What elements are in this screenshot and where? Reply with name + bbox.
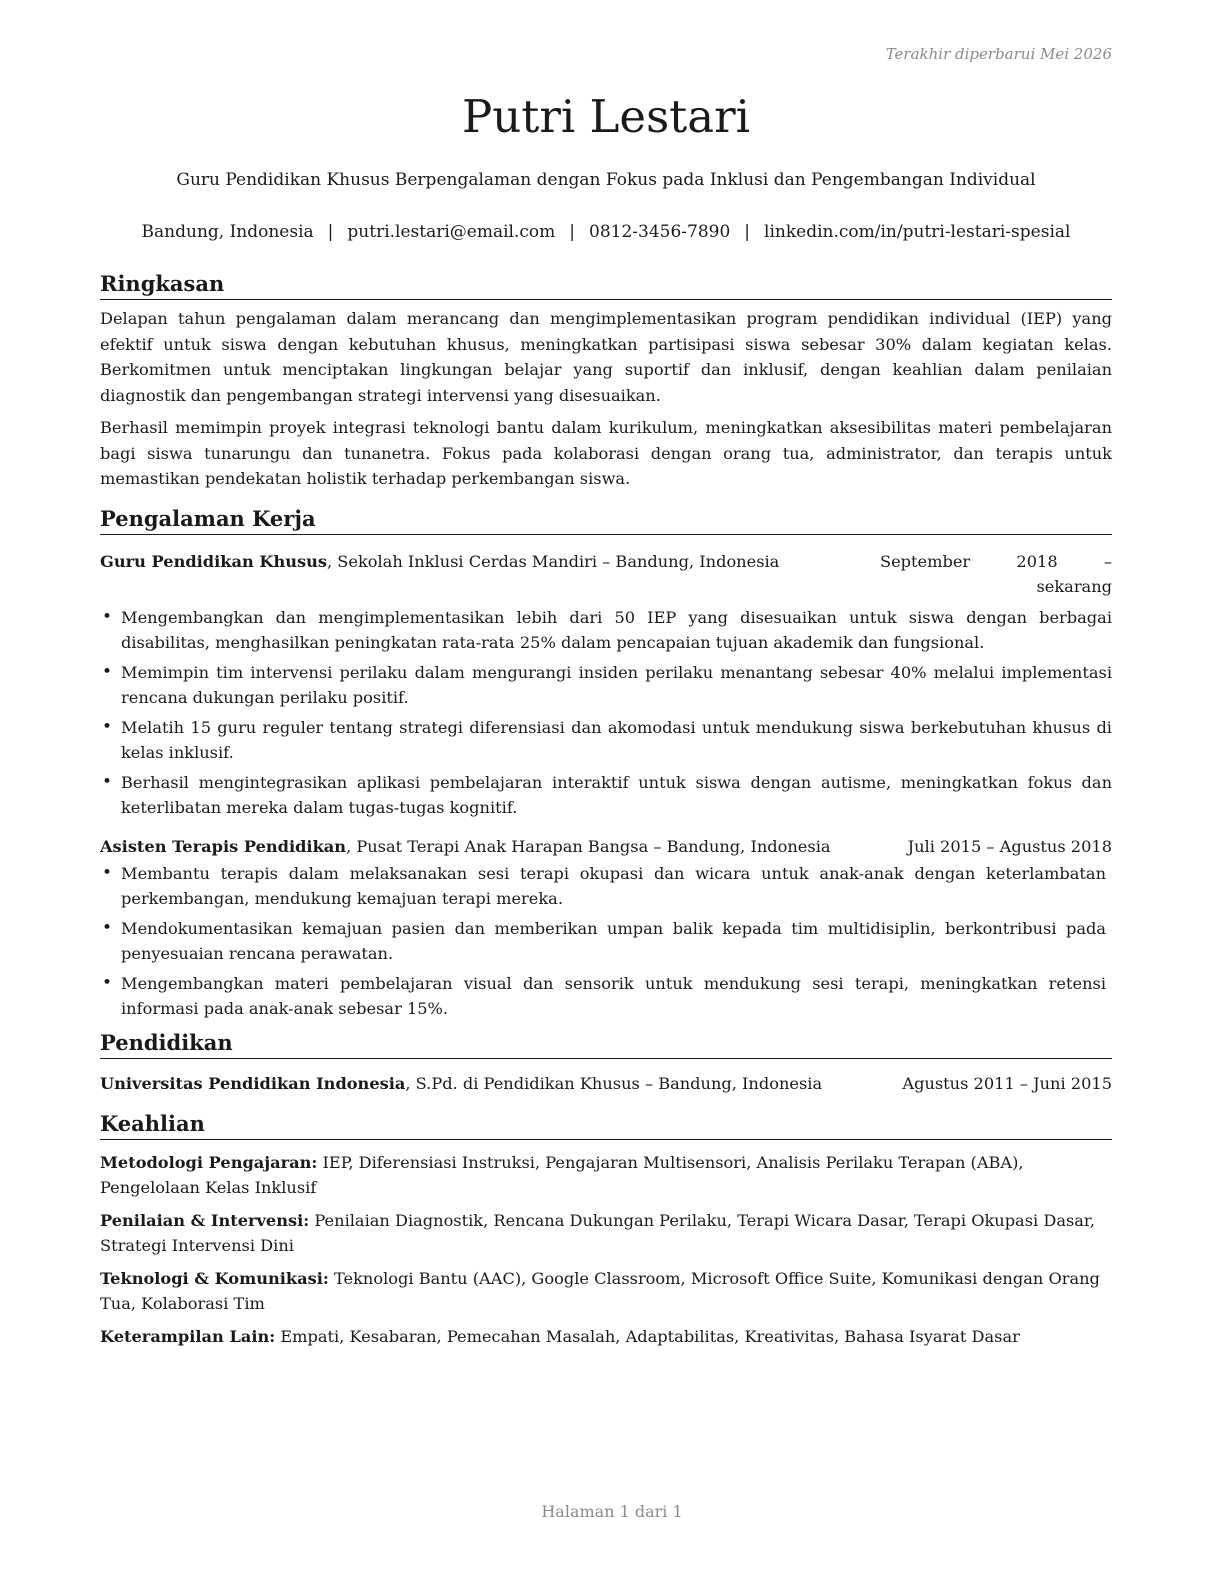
page-number: Halaman 1 dari 1 bbox=[541, 1502, 683, 1521]
job-entry bbox=[100, 834, 1112, 1021]
contact-separator: | bbox=[327, 222, 334, 242]
contact-separator: | bbox=[569, 222, 575, 242]
section-title: Pengalaman Kerja bbox=[100, 505, 1112, 535]
skill-value: Empati, Kesabaran, Pemecahan Masalah, Adaptabilitas, Kreativitas, Bahasa Isyarat Dasar bbox=[275, 1326, 1020, 1346]
skill-value: Penilaian Diagnostik, Rencana Dukungan Perilaku, Terapi Wicara Dasar, Terapi Okupasi Dasar, Strategi Intervensi Dini bbox=[100, 1210, 1096, 1255]
summary-section bbox=[100, 270, 1112, 492]
job-bullet: • Mendokumentasikan kemajuan pasien dan memberikan umpan balik kepada tim multidisiplin, berkontribusi pada penyesuaian rencana perawatan. bbox=[100, 916, 1106, 966]
contact-line bbox=[100, 220, 1112, 244]
contact-phone: 0812-3456-7890 bbox=[589, 222, 731, 242]
section-title: Keahlian bbox=[100, 1110, 1112, 1140]
tagline: Guru Pendidikan Khusus Berpengalaman dengan Fokus pada Inklusi dan Pengembangan Individual bbox=[176, 170, 1036, 190]
job-bullets bbox=[100, 861, 1112, 1021]
job-bullet: • Melatih 15 guru reguler tentang strategi diferensiasi dan akomodasi untuk mendukung siswa berkebutuhan khusus di kelas inklusif. bbox=[100, 715, 1112, 765]
job-header bbox=[100, 549, 1112, 599]
education-date: Agustus 2011 – Juni 2015 bbox=[902, 1073, 1112, 1093]
resume-content bbox=[100, 270, 1112, 1349]
job-date: Juli 2015 – Agustus 2018 bbox=[907, 836, 1112, 856]
skill-row bbox=[100, 1208, 1112, 1258]
summary-paragraph: Berhasil memimpin proyek integrasi teknologi bantu dalam kurikulum, meningkatkan aksesibilitas materi pembelajaran bagi siswa tunarungu dan tunanetra. Fokus pada kolaborasi dengan orang tua, administrator, dan terapis untuk memastikan pendekatan holistik terhadap perkembangan siswa. bbox=[100, 418, 1112, 488]
skill-label: Metodologi Pengajaran: bbox=[100, 1152, 318, 1172]
experience-section bbox=[100, 505, 1112, 1021]
contact-location: Bandung, Indonesia bbox=[141, 222, 314, 242]
skills-section bbox=[100, 1110, 1112, 1349]
skill-row bbox=[100, 1266, 1112, 1316]
job-org: , Sekolah Inklusi Cerdas Mandiri – Bandung, Indonesia bbox=[326, 551, 780, 571]
skill-row bbox=[100, 1324, 1112, 1349]
job-date-part: – bbox=[1103, 551, 1112, 571]
job-bullet: • Memimpin tim intervensi perilaku dalam mengurangi insiden perilaku menantang sebesar 40% melalui implementasi rencana dukungan perilaku positif. bbox=[100, 660, 1112, 710]
skill-value: IEP, Diferensiasi Instruksi, Pengajaran Multisensori, Analisis Perilaku Terapan (ABA), Pengelolaan Kelas Inklusif bbox=[100, 1152, 1024, 1197]
skill-label: Keterampilan Lain: bbox=[100, 1326, 276, 1346]
education-detail: , S.Pd. di Pendidikan Khusus – Bandung, Indonesia bbox=[405, 1073, 823, 1093]
job-bullet: • Mengembangkan materi pembelajaran visual dan sensorik untuk mendukung sesi terapi, meningkatkan retensi informasi pada anak-anak sebesar 15%. bbox=[100, 971, 1106, 1021]
skill-label: Penilaian & Intervensi: bbox=[100, 1210, 310, 1230]
skill-label: Teknologi & Komunikasi: bbox=[100, 1268, 329, 1288]
job-bullets bbox=[100, 605, 1112, 820]
education-entry bbox=[100, 1071, 1112, 1096]
skill-row bbox=[100, 1150, 1112, 1200]
job-role: Asisten Terapis Pendidikan bbox=[100, 836, 347, 856]
job-entry bbox=[100, 549, 1112, 820]
job-date-part: 2018 bbox=[1016, 551, 1058, 571]
education-section bbox=[100, 1029, 1112, 1096]
job-date-part: September bbox=[880, 551, 971, 571]
summary-paragraph: Delapan tahun pengalaman dalam merancang dan mengimplementasikan program pendidikan individual (IEP) yang efektif untuk siswa dengan kebutuhan khusus, meningkatkan partisipasi siswa sebesar 30% dalam kegiatan kelas. Berkomitmen untuk menciptakan lingkungan belajar yang suportif dan inklusif, dengan keahlian dalam penilaian diagnostik dan pengembangan strategi intervensi yang disesuaikan. bbox=[100, 309, 1112, 405]
job-bullet: • Mengembangkan dan mengimplementasikan lebih dari 50 IEP yang disesuaikan untuk siswa dengan berbagai disabilitas, menghasilkan peningkatan rata-rata 25% dalam pencapaian tujuan akademik dan fungsional. bbox=[100, 605, 1112, 655]
job-role: Guru Pendidikan Khusus bbox=[100, 551, 327, 571]
job-header bbox=[100, 834, 1112, 859]
job-bullet: • Berhasil mengintegrasikan aplikasi pembelajaran interaktif untuk siswa dengan autisme, meningkatkan fokus dan keterlibatan mereka dalam tugas-tugas kognitif. bbox=[100, 770, 1112, 820]
section-title: Ringkasan bbox=[100, 270, 1112, 300]
education-school: Universitas Pendidikan Indonesia bbox=[100, 1073, 406, 1093]
job-org: , Pusat Terapi Anak Harapan Bangsa – Bandung, Indonesia bbox=[346, 836, 831, 856]
job-date-end: sekarang bbox=[1036, 576, 1112, 596]
job-bullet: • Membantu terapis dalam melaksanakan sesi terapi okupasi dan wicara untuk anak-anak dengan keterlambatan perkembangan, mendukung kemajuan terapi mereka. bbox=[100, 861, 1106, 911]
contact-email[interactable]: putri.lestari@email.com bbox=[347, 222, 556, 242]
contact-separator: | bbox=[744, 222, 751, 242]
skill-value: Teknologi Bantu (AAC), Google Classroom, Microsoft Office Suite, Komunikasi dengan Orang Tua, Kolaborasi Tim bbox=[100, 1268, 1100, 1313]
last-updated: Terakhir diperbarui Mei 2026 bbox=[885, 45, 1112, 63]
job-date bbox=[880, 549, 1112, 599]
section-title: Pendidikan bbox=[100, 1029, 1112, 1059]
contact-linkedin[interactable]: linkedin.com/in/putri-lestari-spesial bbox=[764, 222, 1071, 242]
candidate-name: Putri Lestari bbox=[462, 90, 750, 143]
